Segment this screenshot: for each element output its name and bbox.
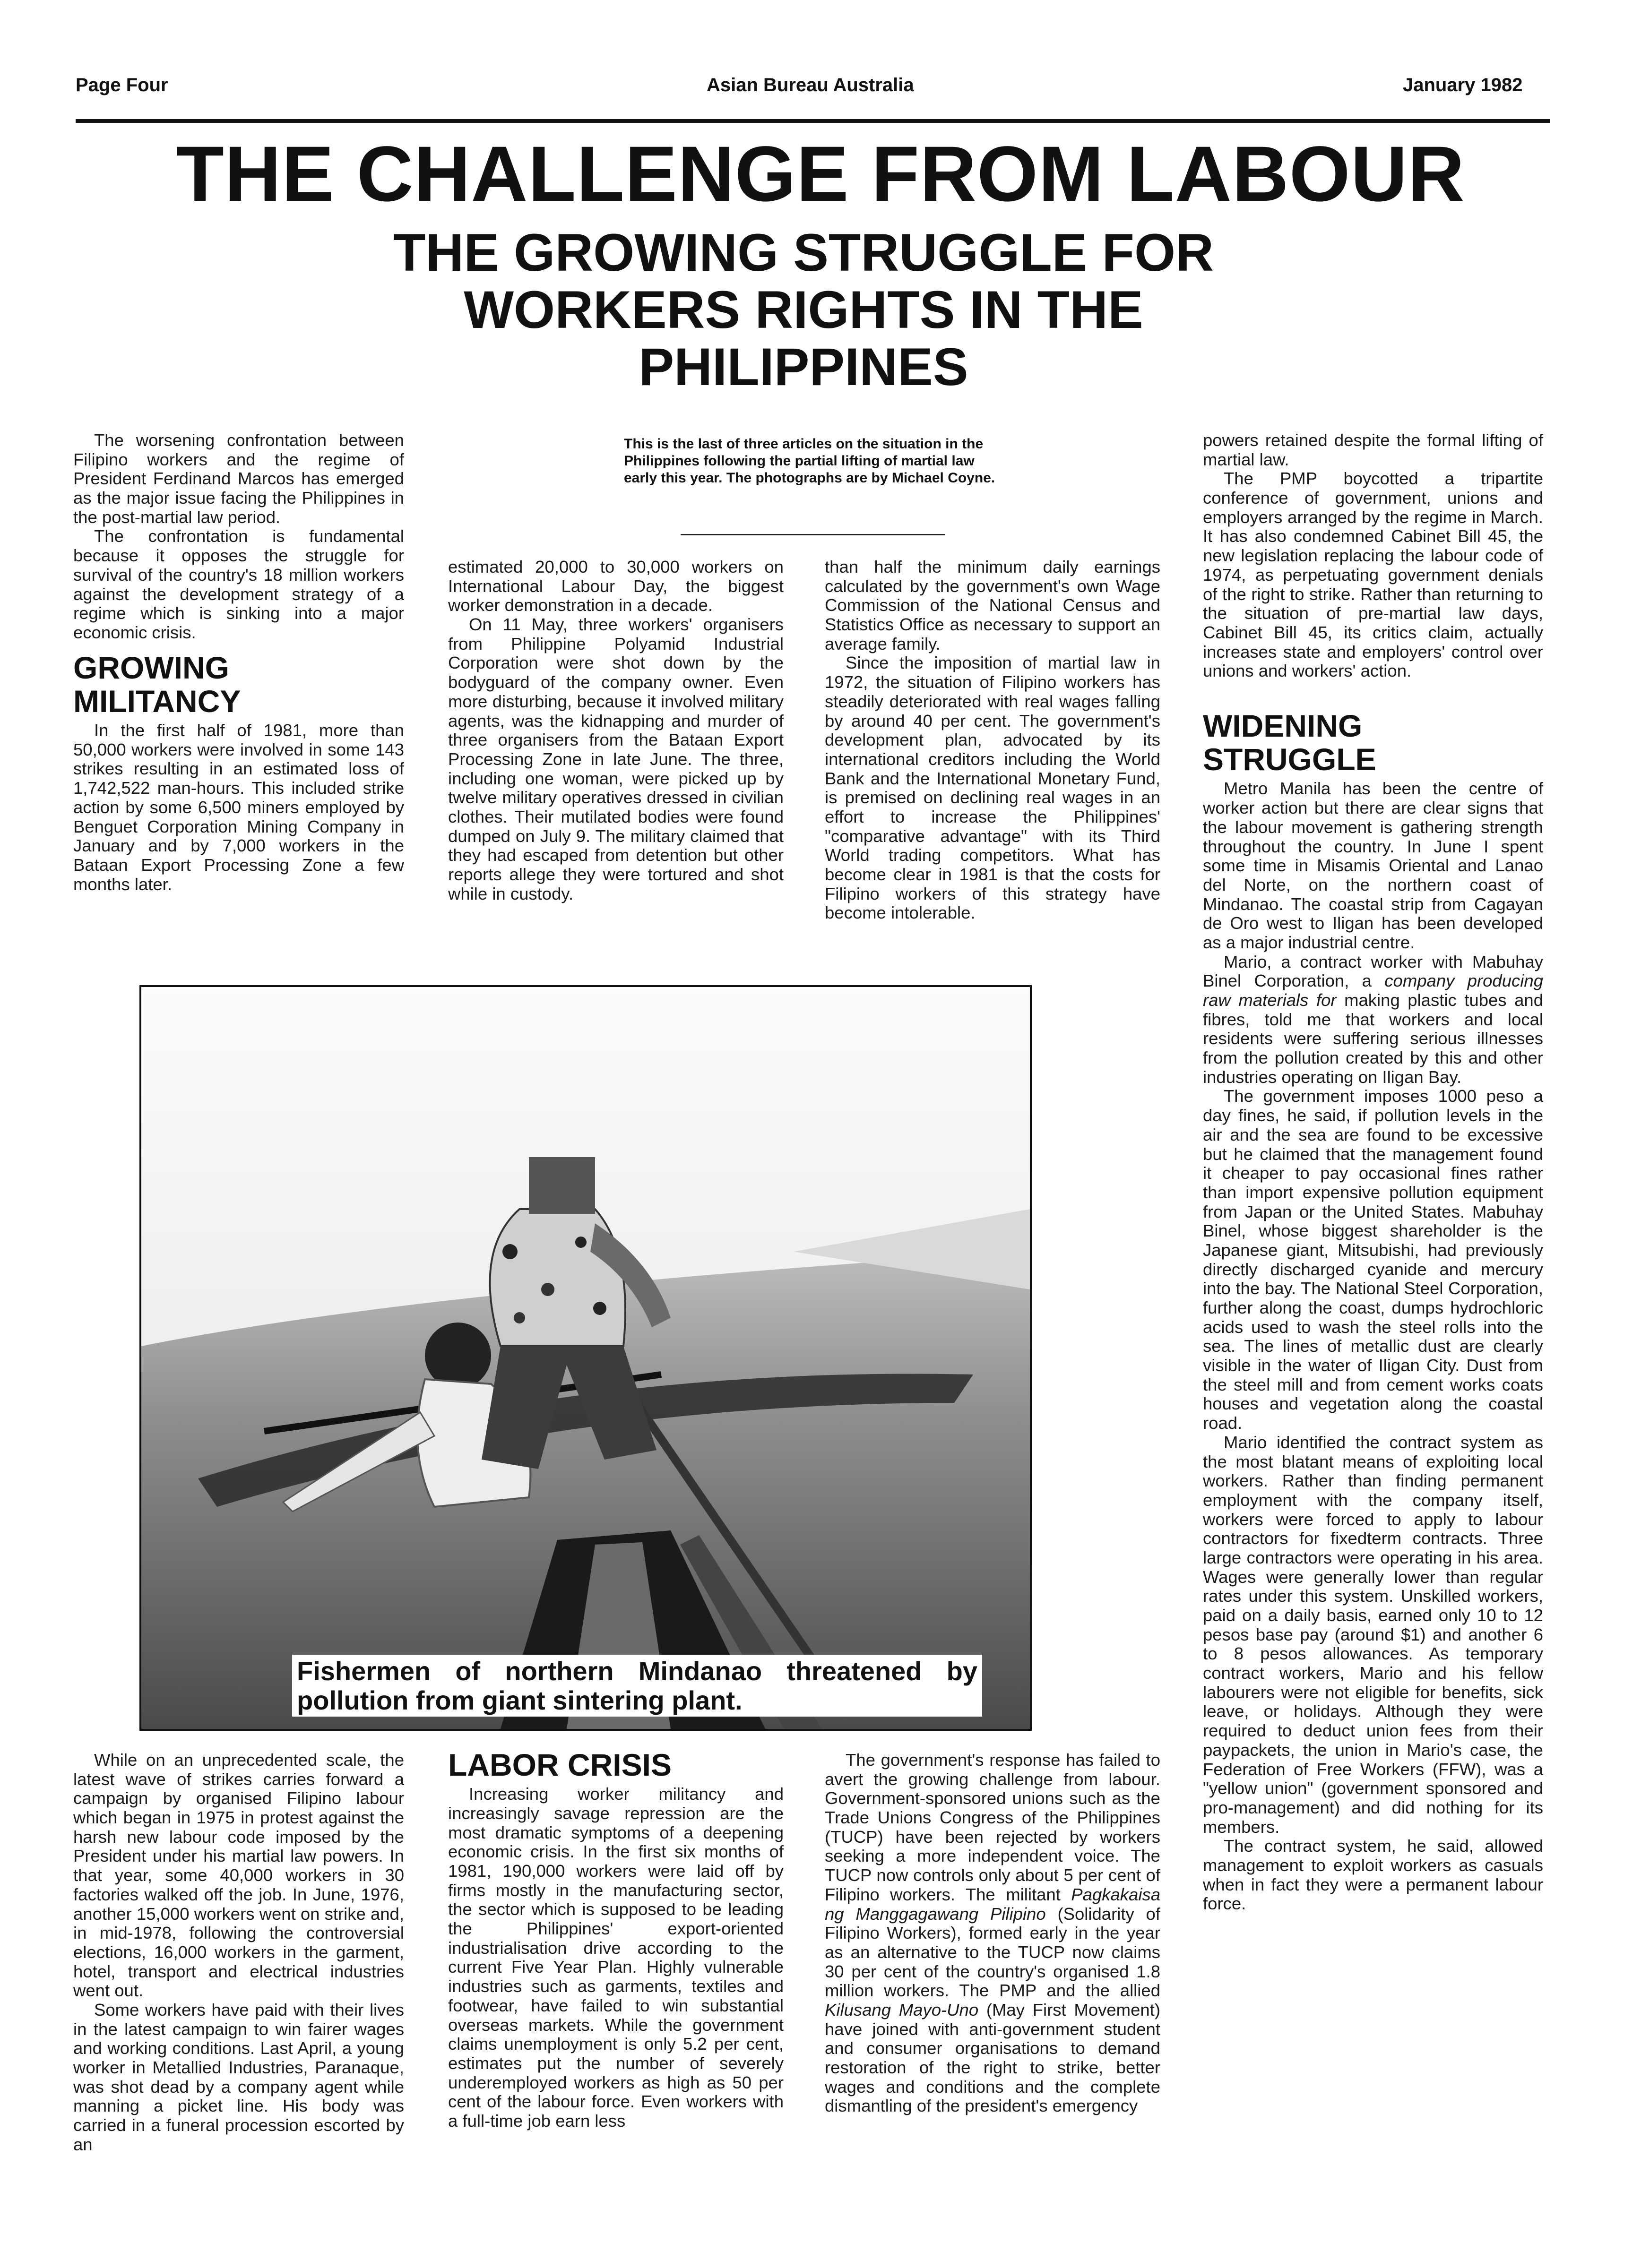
section-heading-labor-crisis: LABOR CRISIS bbox=[448, 1747, 672, 1782]
emphasis: Pagkakaisa ng Manggagawang Pilipino bbox=[825, 1884, 1160, 1924]
paragraph: The government's response has failed to avert the growing challenge from labour. Government-sponsored unions such as the Trade Unions Congress of the Philippines (TUCP) have been rejected by workers seeking a more independent voice. The TUCP now controls only about 5 per cent of Filipino workers. The militant Pagkakaisa ng Manggagawang Pilipino (Solidarity of Filipino Workers), formed early in the year as an alternative to the TUCP now claims 30 per cent of the country's organised 1.8 million workers. The PMP and the allied Kilusang Mayo-Uno (May First Movement) have joined with anti-government student and consumer organisations to demand restoration of the right to strike, better wages and conditions and the complete dismantling of the president's emergency bbox=[825, 1750, 1161, 2116]
article-column-4 bbox=[1203, 431, 1543, 1914]
paragraph: The worsening confrontation between Filipino workers and the regime of President Ferdinand Marcos has emerged as the major issue facing the Philippines in the post-martial law period. bbox=[73, 430, 404, 527]
paragraph: Mario identified the contract system as the most blatant means of exploiting local workers. Rather than finding permanent employment with the company itself, workers were forced to apply to labour contractors for fixedterm contracts. Three large contractors were operating in his area. Wages were generally lower than regular rates under this system. Unskilled workers, paid on a daily basis, earned only 10 to 12 pesos base pay (around $1) and another 6 to 8 pesos allowances. As temporary contract workers, Mario and his fellow labourers were not eligible for benefits, sick leave, or holidays. Although they were required to deduct union fees from their paypackets, the union in Mario's case, the Federation of Free Workers (FFW), was a "yellow union" (government sponsored and pro-management) and did nothing for its members. bbox=[1203, 1432, 1543, 1837]
paragraph: estimated 20,000 to 30,000 workers on International Labour Day, the biggest worker demonstration in a decade. bbox=[448, 557, 784, 615]
paragraph: The contract system, he said, allowed management to exploit workers as casuals when in fact they were a permanent labour force. bbox=[1203, 1836, 1543, 1914]
paragraph: Some workers have paid with their lives in the latest campaign to win fairer wages and working conditions. Last April, a young worker in Metallied Industries, Paranaque, was shot dead by a company agent while manning a picket line. His body was carried in a funeral procession escorted by an bbox=[73, 2000, 404, 2154]
paragraph: On 11 May, three workers' organisers from Philippine Polyamid Industrial Corporation were shot down by the bodyguard of the company owner. Even more disturbing, because it involved military agents, was the kidnapping and murder of three organisers from the Bataan Export Processing Zone in late June. The three, including one woman, were picked up by twelve military operatives dressed in civilian clothes. Their mutilated bodies were found dumped on July 9. The military claimed that they had escaped from detention but other reports allege they were tortured and shot while in custody. bbox=[448, 615, 784, 903]
article-column-2 bbox=[448, 558, 784, 903]
standfirst: This is the last of three articles on the situation in the Philippines following the partial lifting of martial law early this year. The photographs are by Michael Coyne. bbox=[624, 436, 995, 486]
article-column-6 bbox=[448, 1748, 784, 2131]
paragraph: The confrontation is fundamental because it opposes the struggle for survival of the country's 18 million workers against the development strategy of a regime which is sinking into a major economic crisis. bbox=[73, 526, 404, 642]
paragraph: In the first half of 1981, more than 50,000 workers were involved in some 143 strikes resulting in an estimated loss of 1,742,522 man-hours. This included strike action by some 6,500 miners employed by Benguet Corporation Mining Company in January and by 7,000 workers in the Bataan Export Processing Zone a few months later. bbox=[73, 721, 404, 894]
emphasis: company producing raw materials for bbox=[1203, 971, 1543, 1010]
photo-caption: Fishermen of northern Mindanao threatened by pollution from giant sintering plant. bbox=[292, 1655, 982, 1717]
paragraph: The government imposes 1000 peso a day fines, he said, if pollution levels in the air and the sea are found to be excessive but he claimed that the management found it cheaper to pay occasional fines rather than import expensive pollution equipment from Japan or the United States. Mabuhay Binel, whose biggest shareholder is the Japanese giant, Mitsubishi, had previously directly discharged cyanide and mercury into the bay. The National Steel Corporation, further along the coast, dumps hydrochloric acids used to wash the steel rolls into the sea. The lines of metallic dust are clearly visible in the water of Iligan City. Dust from the steel mill and from cement works coats houses and vegetation along the coastal road. bbox=[1203, 1086, 1543, 1433]
paragraph: The PMP boycotted a tripartite conference of government, unions and employers arranged by the regime in March. It has also condemned Cabinet Bill 45, the new legislation replacing the labour code of 1974, as perpetuating government denials of the right to strike. Rather than returning to the situation of pre-martial law days, Cabinet Bill 45, its critics claim, actually increases state and employers' control over unions and workers' action. bbox=[1203, 469, 1543, 681]
headline: THE CHALLENGE FROM LABOUR bbox=[176, 130, 1465, 218]
issue-date: January 1982 bbox=[1403, 75, 1523, 95]
standfirst-rule bbox=[681, 534, 945, 535]
article-column-1 bbox=[73, 431, 404, 894]
paragraph: powers retained despite the formal lifting of martial law. bbox=[1203, 430, 1543, 469]
article-column-5 bbox=[73, 1751, 404, 2154]
subheadline: THE GROWING STRUGGLE FOR WORKERS RIGHTS IN THE PHILIPPINES bbox=[393, 223, 1214, 396]
section-heading-growing-militancy: GROWING MILITANCY bbox=[73, 650, 241, 719]
paragraph: Since the imposition of martial law in 1972, the situation of Filipino workers has steadily deteriorated with real wages falling by around 40 per cent. The government's development plan, advocated by its international creditors including the World Bank and the International Monetary Fund, is premised on declining real wages in an effort to increase the Philippines' "comparative advantage" with its Third World trading competitors. What has become clear in 1981 is that the costs for Filipino workers of this strategy have become intolerable. bbox=[825, 653, 1160, 923]
paragraph: than half the minimum daily earnings calculated by the government's own Wage Commission of the National Census and Statistics Office as necessary to support an average family. bbox=[825, 557, 1160, 653]
article-column-7 bbox=[825, 1751, 1160, 2116]
header-rule bbox=[76, 119, 1550, 123]
publication-name: Asian Bureau Australia bbox=[707, 75, 914, 95]
paragraph: Increasing worker militancy and increasingly savage repression are the most dramatic symptoms of a deepening economic crisis. In the first six months of 1981, 190,000 workers were laid off by firms mostly in the manufacturing sector, the sector which is supposed to be leading the Philippines' export-oriented industrialisation drive according to the current Five Year Plan. Highly vulnerable industries such as garments, textiles and footwear, have failed to win substantial overseas markets. While the government claims unemployment is only 5.2 per cent, estimates put the number of severely underemployed workers as high as 50 per cent of the labour force. Even workers with a full-time job earn less bbox=[448, 1784, 784, 2131]
emphasis: Kilusang Mayo-Uno bbox=[825, 2000, 979, 2019]
paragraph: Metro Manila has been the centre of worker action but there are clear signs that the labour movement is gathering strength throughout the country. In June I spent some time in Misamis Oriental and Lanao del Norte, on the northern coast of Mindanao. The coastal strip from Cagayan de Oro west to Iligan has been developed as a major industrial centre. bbox=[1203, 779, 1543, 952]
photo-fishermen-boat bbox=[139, 985, 1032, 1731]
paragraph: While on an unprecedented scale, the latest wave of strikes carries forward a campaign by organised Filipino labour which began in 1975 in protest against the harsh new labour code imposed by the President under his martial law powers. In that year, some 40,000 workers in 30 factories walked off the job. In June, 1976, another 15,000 workers went on strike and, in mid-1978, following the controversial elections, 16,000 workers in the garment, hotel, transport and electrical industries went out. bbox=[73, 1750, 404, 2001]
photo-illustration bbox=[141, 987, 1030, 1729]
paragraph: Mario, a contract worker with Mabuhay Binel Corporation, a company producing raw materials for making plastic tubes and fibres, told me that workers and local residents were suffering serious illnesses from the pollution created by this and other industries operating on Iligan Bay. bbox=[1203, 952, 1543, 1087]
page-number: Page Four bbox=[76, 75, 168, 95]
section-heading-widening-struggle: WIDENING STRUGGLE bbox=[1203, 708, 1376, 777]
article-column-3 bbox=[825, 558, 1160, 923]
